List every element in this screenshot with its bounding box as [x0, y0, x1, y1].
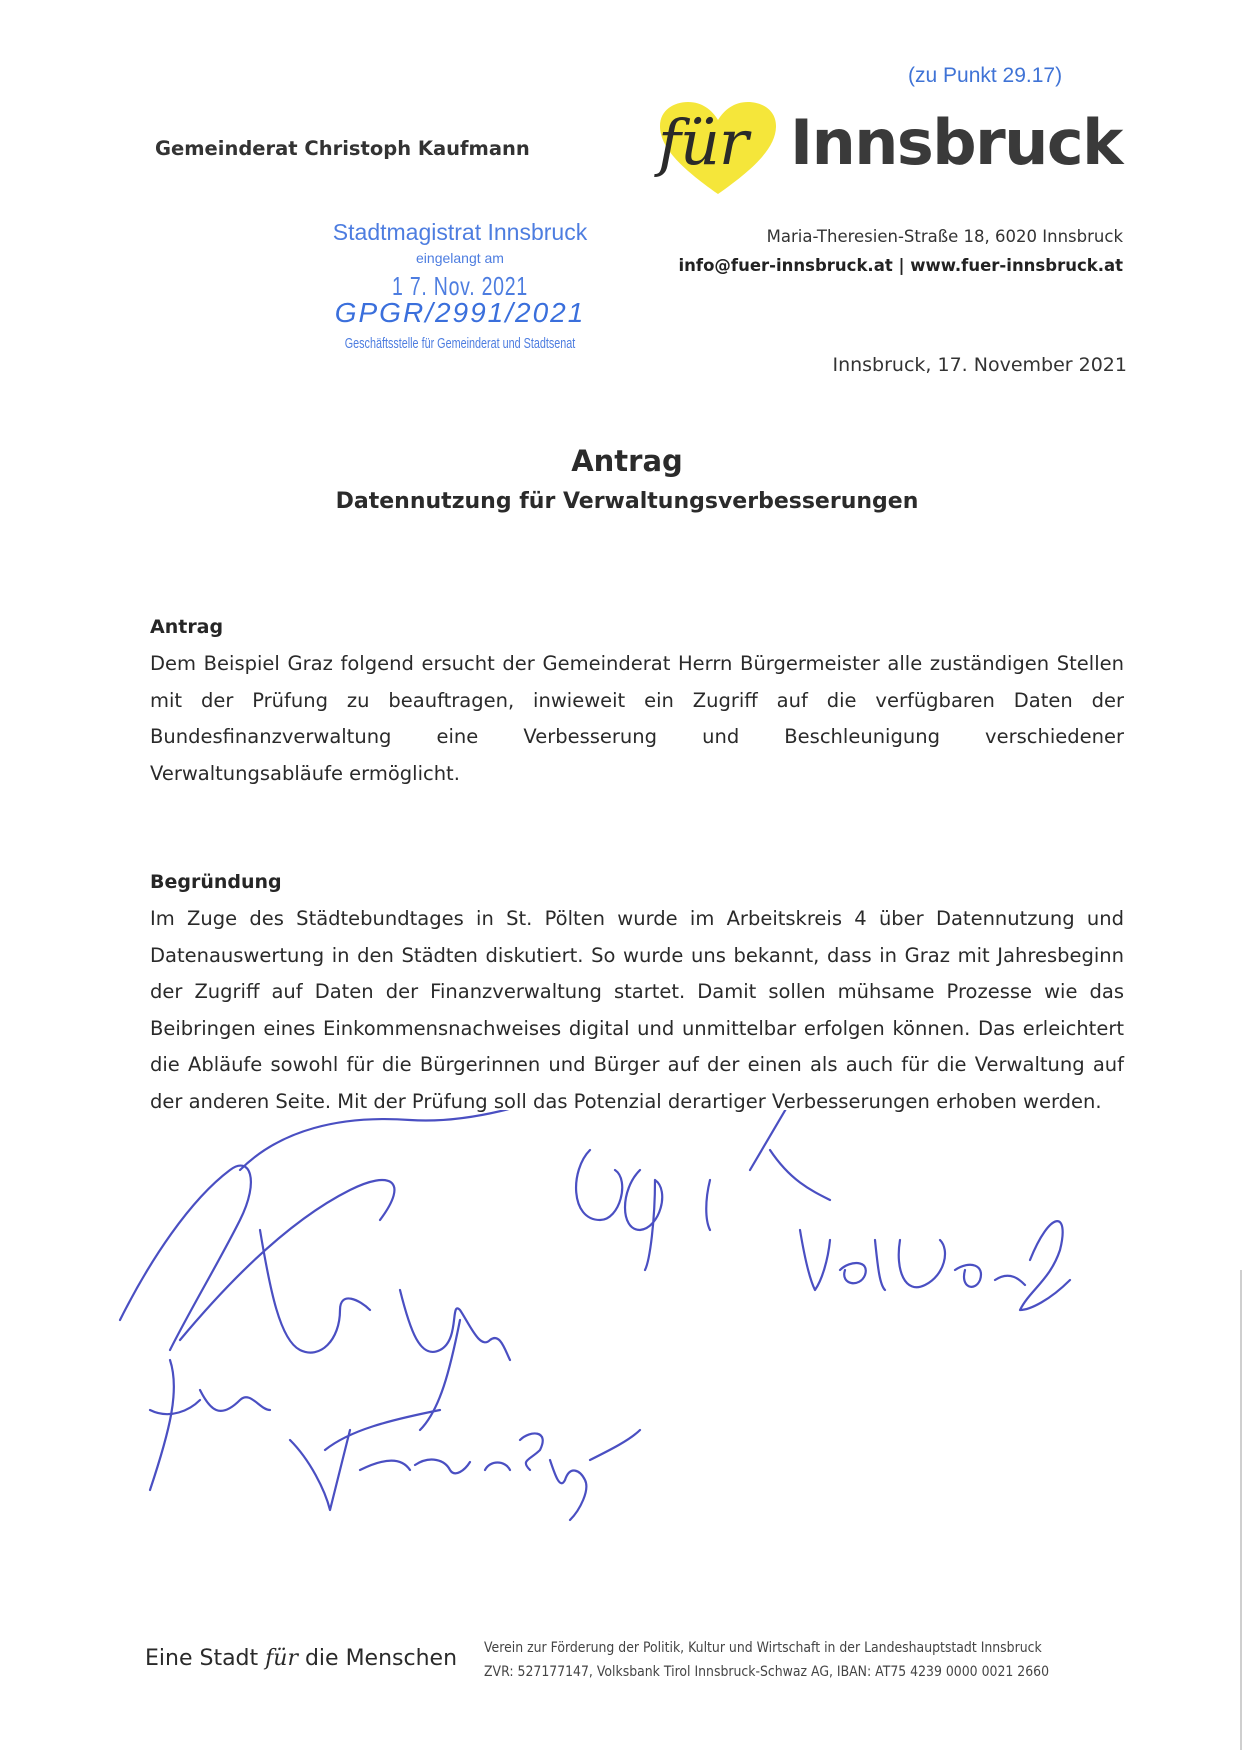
footer-slogan-after: die Menschen: [297, 1646, 458, 1671]
signature-1: [120, 1166, 394, 1490]
footer-org-line: Verein zur Förderung der Politik, Kultur und Wirtschaft in der Landeshauptstadt Innsbruck: [484, 1640, 1042, 1656]
document-title: Antrag: [571, 444, 683, 478]
scan-edge-line: [1240, 1270, 1242, 1750]
reference-note: (zu Punkt 29.17): [908, 64, 1063, 87]
document-subtitle: Datennutzung für Verwaltungsverbesserungen: [335, 489, 919, 514]
stamp-file-number: GPGR/2991/2021: [334, 297, 586, 328]
signature-3: [576, 1110, 830, 1270]
place-date: Innsbruck, 17. November 2021: [832, 354, 1127, 376]
author-name: Gemeinderat Christoph Kaufmann: [155, 137, 530, 160]
stamp-office: Geschäftsstelle für Gemeinderat und Stadtsenat: [344, 335, 576, 352]
footer-slogan-em: für: [265, 1646, 298, 1671]
footer-slogan: [145, 1646, 457, 1671]
section-text-antrag: Dem Beispiel Graz folgend ersucht der Gemeinderat Herrn Bürgermeister alle zuständigen Stellen mit der Prüfung zu beauftragen, inwieweit ein Zugriff auf die verfügbaren Daten der Bundesfinanzverwaltung eine Verbesserung und Beschleunigung verschiedener Verwaltungsabläufe ermöglicht.: [150, 652, 1124, 785]
signatures-area: [110, 1110, 1190, 1530]
footer-slogan-before: Eine Stadt: [145, 1646, 266, 1671]
receipt-stamp: [310, 215, 610, 365]
contact-line: info@fuer-innsbruck.at | www.fuer-innsbruck.at: [678, 256, 1123, 275]
logo-city-text: Innsbruck: [790, 106, 1122, 179]
logo-fuer-text: für: [658, 106, 748, 179]
stamp-date: 1 7. Nov. 2021: [392, 271, 528, 301]
address-line: Maria-Theresien-Straße 18, 6020 Innsbruck: [766, 227, 1123, 246]
signature-2: [240, 1110, 600, 1430]
stamp-title: Stadtmagistrat Innsbruck: [332, 219, 588, 245]
stamp-received-label: eingelangt am: [416, 250, 504, 266]
section-heading-begruendung: Begründung: [150, 871, 282, 893]
signature-5: [290, 1410, 640, 1520]
signature-4: [800, 1221, 1070, 1310]
footer-bank-line: ZVR: 527177147, Volksbank Tirol Innsbruck-Schwaz AG, IBAN: AT75 4239 0000 0021 2660: [484, 1664, 1050, 1680]
party-logo: [650, 92, 1130, 202]
section-heading-antrag: Antrag: [150, 616, 224, 638]
section-text-begruendung: Im Zuge des Städtebundtages in St. Pölten wurde im Arbeitskreis 4 über Datennutzung und Datenauswertung in den Städten diskutiert. So wurde uns bekannt, dass in Graz mit Jahresbeginn der Zugriff auf Daten der Finanzverwaltung startet. Damit sollen mühsame Prozesse wie das Beibringen eines Einkommensnachweises digital und unmittelbar erfolgen können. Das erleichtert die Abläufe sowohl für die Bürgerinnen und Bürger auf der einen als auch für die Verwaltung auf der anderen Seite. Mit der Prüfung soll das Potenzial derartiger Verbesserungen erhoben werden.: [150, 907, 1124, 1113]
